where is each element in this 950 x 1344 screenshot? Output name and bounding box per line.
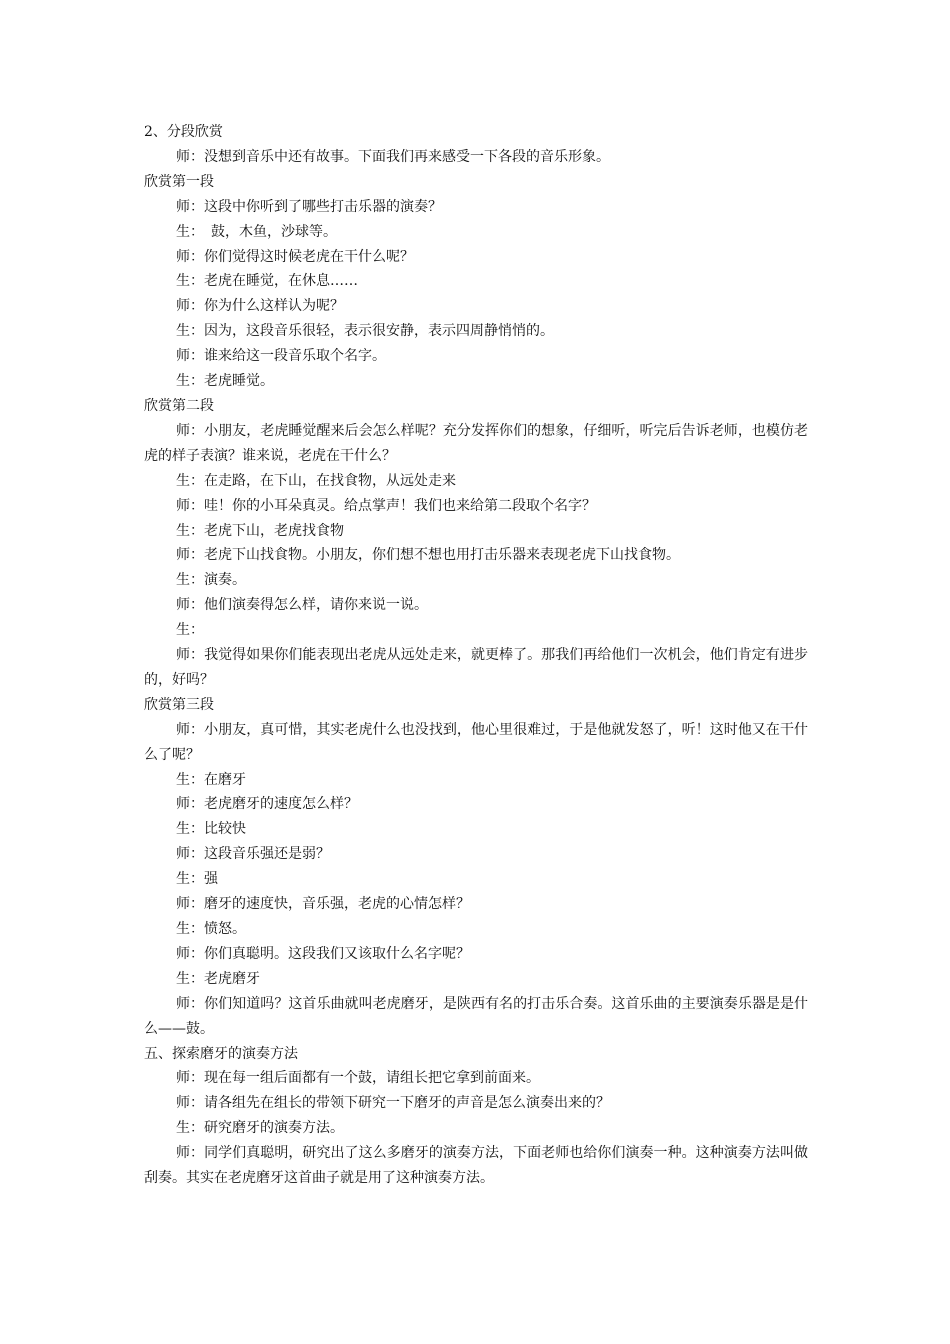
dialogue-line: 师：你们觉得这时候老虎在干什么呢？ xyxy=(176,248,414,265)
dialogue-line: 师：他们演奏得怎么样，请你来说一说。 xyxy=(176,597,428,614)
dialogue-line: 生： xyxy=(176,622,204,639)
section-heading: 欣赏第三段 xyxy=(144,696,214,713)
dialogue-line: 生：在磨牙 xyxy=(176,771,246,788)
dialogue-line: 生：强 xyxy=(176,871,218,888)
dialogue-line: 生：研究磨牙的演奏方法。 xyxy=(176,1120,344,1137)
section-heading: 2、分段欣赏 xyxy=(144,124,223,140)
dialogue-line: 生：因为，这段音乐很轻，表示很安静，表示四周静悄悄的。 xyxy=(176,323,554,340)
dialogue-paragraph: 师：我觉得如果你们能表现出老虎从远处走来，就更棒了。那我们再给他们一次机会，他们肯定有进步的，好吗？ xyxy=(144,647,808,688)
dialogue-line: 师：没想到音乐中还有故事。下面我们再来感受一下各段的音乐形象。 xyxy=(176,148,610,165)
dialogue-line: 生：老虎睡觉。 xyxy=(176,373,274,390)
dialogue-line: 生：老虎磨牙 xyxy=(176,970,260,987)
dialogue-line: 生：在走路，在下山，在找食物，从远处走来 xyxy=(176,472,456,489)
dialogue-line: 生：老虎下山，老虎找食物 xyxy=(176,522,344,539)
dialogue-line: 师：哇！你的小耳朵真灵。给点掌声！我们也来给第二段取个名字？ xyxy=(176,497,596,514)
dialogue-line: 师：这段中你听到了哪些打击乐器的演奏？ xyxy=(176,198,442,215)
dialogue-line: 师：这段音乐强还是弱？ xyxy=(176,846,330,863)
dialogue-line: 生：比较快 xyxy=(176,821,246,838)
dialogue-line: 生：演奏。 xyxy=(176,572,246,589)
dialogue-line: 师：现在每一组后面都有一个鼓，请组长把它拿到前面来。 xyxy=(176,1070,540,1087)
section-heading: 欣赏第二段 xyxy=(144,397,214,414)
dialogue-line: 师：你为什么这样认为呢？ xyxy=(176,298,344,315)
section-heading: 欣赏第一段 xyxy=(144,173,214,190)
dialogue-line: 师：你们真聪明。这段我们又该取什么名字呢？ xyxy=(176,945,470,962)
dialogue-line: 师：磨牙的速度快，音乐强，老虎的心情怎样？ xyxy=(176,896,470,913)
document-body xyxy=(144,120,808,1191)
section-heading: 五、探索磨牙的演奏方法 xyxy=(144,1045,298,1062)
dialogue-paragraph: 师：小朋友，老虎睡觉醒来后会怎么样呢？充分发挥你们的想象，仔细听，听完后告诉老师，也模仿老虎的样子表演？谁来说，老虎在干什么？ xyxy=(144,422,808,464)
dialogue-line: 师：老虎下山找食物。小朋友，你们想不想也用打击乐器来表现老虎下山找食物。 xyxy=(176,547,680,564)
dialogue-paragraph: 师：你们知道吗？这首乐曲就叫老虎磨牙，是陕西有名的打击乐合奏。这首乐曲的主要演奏乐器是是什么——鼓。 xyxy=(144,995,808,1037)
dialogue-line: 师：谁来给这一段音乐取个名字。 xyxy=(176,348,386,365)
dialogue-line: 生： 鼓，木鱼，沙球等。 xyxy=(176,223,337,240)
dialogue-line: 生：老虎在睡觉，在休息…… xyxy=(176,273,358,290)
dialogue-line: 师：请各组先在组长的带领下研究一下磨牙的声音是怎么演奏出来的？ xyxy=(176,1095,610,1112)
dialogue-line: 生：愤怒。 xyxy=(176,921,246,937)
dialogue-paragraph: 师：小朋友，真可惜，其实老虎什么也没找到，他心里很难过，于是他就发怒了，听！这时他又在干什么了呢？ xyxy=(144,721,808,763)
dialogue-paragraph: 师：同学们真聪明，研究出了这么多磨牙的演奏方法，下面老师也给你们演奏一种。这种演奏方法叫做刮奏。其实在老虎磨牙这首曲子就是用了这种演奏方法。 xyxy=(144,1145,808,1187)
dialogue-line: 师：老虎磨牙的速度怎么样？ xyxy=(176,796,358,813)
